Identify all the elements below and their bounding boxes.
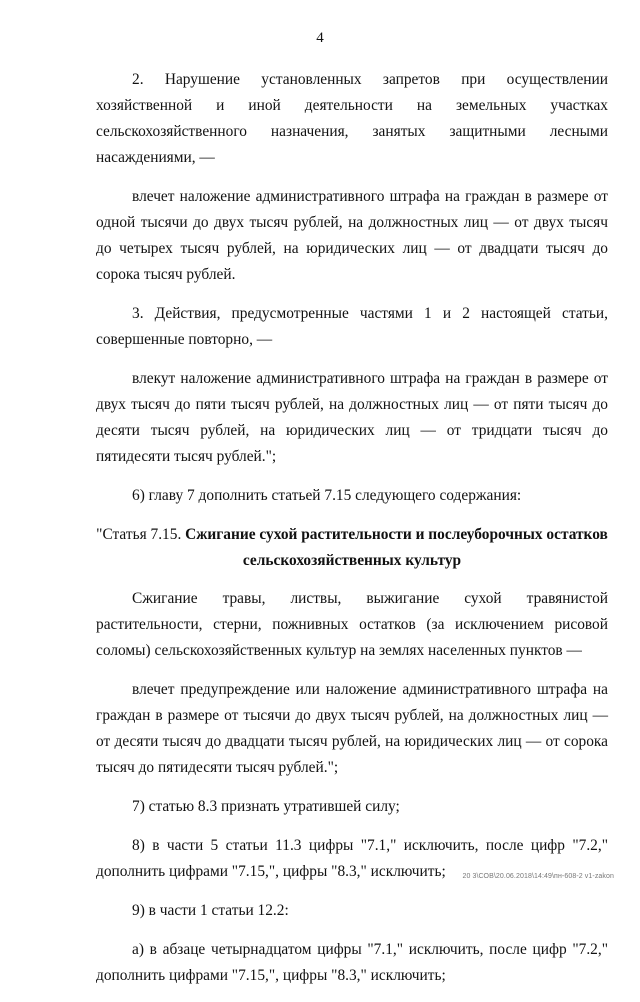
paragraph-article-penalty: влечет предупреждение или наложение административного штрафа на граждан в размере от тысячи до двух тысяч рублей, на должностных лиц — от десяти тысяч до двадцати тысяч рублей, на юридических лиц — от сорока тысяч до пятидесяти тысяч рублей."; bbox=[96, 681, 608, 776]
paragraph-part-2: 2. Нарушение установленных запретов при осуществлении хозяйственной и иной деятельности на земельных участках сельскохозяйственного назначения, занятых защитными лесными насаждениями, — bbox=[96, 71, 608, 166]
paragraph-item-8: 8) в части 5 статьи 11.3 цифры "7.1," исключить, после цифр "7.2," дополнить цифрами "7.15,", цифры "8.3," исключить; bbox=[96, 837, 608, 880]
paragraph-part-3: 3. Действия, предусмотренные частями 1 и 2 настоящей статьи, совершенные повторно, — bbox=[96, 305, 608, 348]
article-title: Сжигание сухой растительности и послеуборочных остатков сельскохозяйственных культур bbox=[185, 526, 608, 569]
paragraph-item-9a: а) в абзаце четырнадцатом цифры "7.1," исключить, после цифр "7.2," дополнить цифрами "7.15,", цифры "8.3," исключить; bbox=[96, 941, 608, 984]
paragraph-article-body: Сжигание травы, листвы, выжигание сухой травянистой растительности, стерни, пожнивных остатков (за исключением рисовой соломы) сельскохозяйственных культур на землях населенных пунктов — bbox=[96, 590, 608, 659]
article-heading bbox=[96, 522, 608, 574]
paragraph-item-7: 7) статью 8.3 признать утратившей силу; bbox=[132, 798, 400, 815]
paragraph-item-6: 6) главу 7 дополнить статьей 7.15 следующего содержания: bbox=[132, 487, 522, 504]
page-number: 4 bbox=[316, 30, 324, 46]
paragraph-penalty-part-2: влечет наложение административного штрафа на граждан в размере от одной тысячи до двух тысяч рублей, на должностных лиц — от двух тысяч до четырех тысяч рублей, на юридических лиц — от двадцати тысяч до сорока тысяч рублей. bbox=[96, 188, 608, 283]
article-prefix: "Статья 7.15. bbox=[96, 526, 186, 543]
footer-file-stamp: 20 3\СОВ\20.06.2018\14:49\пн-608-2 v1-zakon bbox=[462, 873, 614, 880]
document-body bbox=[96, 67, 608, 1002]
paragraph-penalty-part-3: влекут наложение административного штрафа на граждан в размере от двух тысяч до пяти тысяч рублей, на должностных лиц — от пяти тысяч до десяти тысяч рублей, на юридических лиц — от тридцати тысяч до пятидесяти тысяч рублей."; bbox=[96, 370, 608, 465]
paragraph-item-9: 9) в части 1 статьи 12.2: bbox=[132, 902, 289, 919]
